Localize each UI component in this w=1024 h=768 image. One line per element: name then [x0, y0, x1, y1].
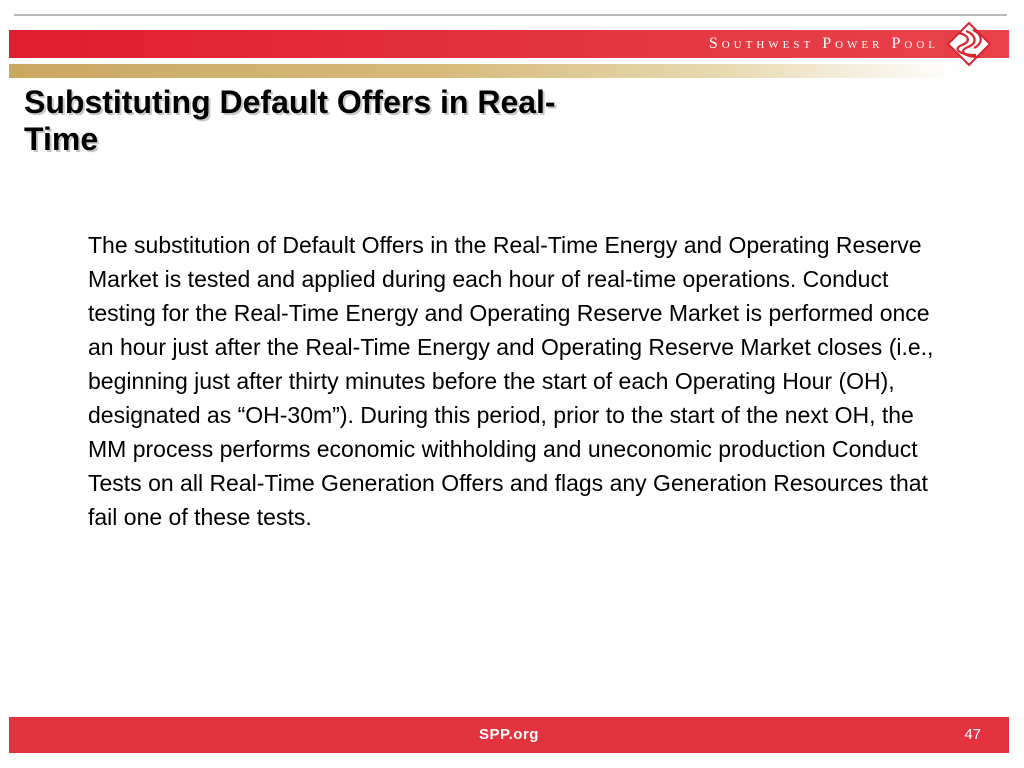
slide-title-line-2: Time [24, 121, 99, 157]
brand-name: Southwest Power Pool [708, 35, 939, 52]
accent-band [9, 64, 959, 78]
footer-band [9, 717, 1009, 753]
slide-title [24, 84, 824, 158]
page-number: 47 [964, 726, 981, 743]
spp-logo-icon [946, 21, 992, 67]
body-paragraph: The substitution of Default Offers in the Real-Time Energy and Operating Reserve Market is tested and applied during each hour of real-time operations. Conduct testing for the Real-Time Energy and Operating Reserve Market is performed once an hour just after the Real-Time Energy and Operating Reserve Market closes (i.e., beginning just after thirty minutes before the start of each Operating Hour (OH), designated as “OH-30m”). During this period, prior to the start of the next OH, the MM process performs economic withholding and uneconomic production Conduct Tests on all Real-Time Generation Offers and flags any Generation Resources that fail one of these tests. [88, 232, 934, 530]
top-divider [14, 14, 1007, 16]
slide-title-line-1: Substituting Default Offers in Real- [24, 84, 556, 120]
footer-site-link: SPP.org [479, 726, 539, 743]
